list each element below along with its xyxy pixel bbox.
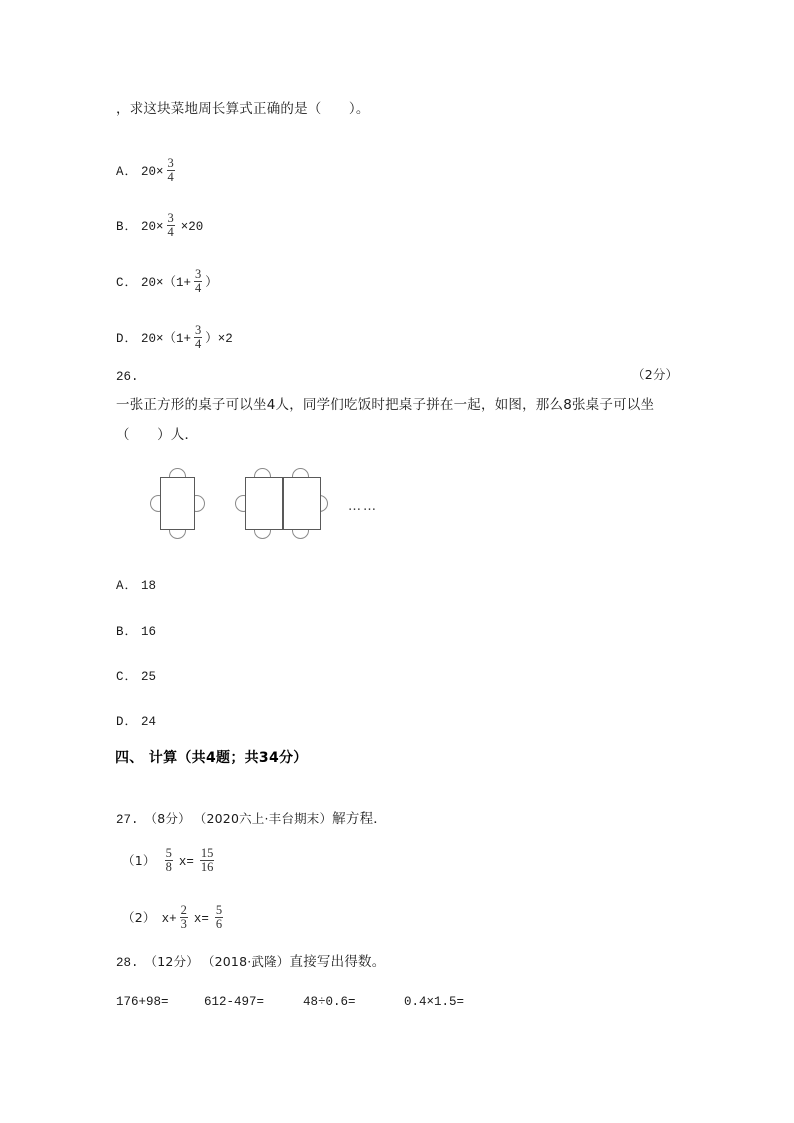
fraction: [194, 324, 202, 351]
section-four-heading: 四、 计算（共4题；共34分）: [115, 750, 308, 766]
fraction-denominator: 4: [195, 280, 202, 295]
question-27-item-1: [122, 846, 217, 882]
question-28-problem-4: 0.4×1.5=: [404, 995, 465, 1009]
option-label: D．: [116, 332, 139, 346]
option-label: A．: [116, 579, 139, 593]
fraction-numerator: 5: [215, 903, 223, 917]
fraction-numerator: 2: [180, 903, 187, 917]
question-26-stem-line-2: （ ）人．: [116, 427, 199, 443]
table-shape: [160, 477, 195, 530]
fraction-numerator: 3: [195, 267, 202, 281]
fraction: [180, 904, 188, 931]
fraction-numerator: 3: [195, 323, 202, 337]
question-28-problem-3: 48÷0.6=: [303, 995, 356, 1009]
fraction: [167, 157, 175, 184]
fraction-denominator: 3: [180, 916, 187, 931]
fraction-denominator: 8: [165, 859, 172, 874]
option-label: C．: [116, 276, 139, 290]
question-28-prompt: 直接写出得数。: [289, 954, 386, 970]
option-expression-pre: 20×（1+: [141, 276, 192, 290]
fraction: [194, 268, 202, 295]
question-25-option-d[interactable]: [116, 323, 233, 359]
question-26-figure: [150, 468, 390, 544]
question-26-stem-line-1: 一张正方形的桌子可以坐4人，同学们吃饭时把桌子拼在一起，如图，那么8张桌子可以坐: [116, 397, 655, 413]
fraction-numerator: 5: [165, 846, 172, 860]
option-expression-pre: 20×: [141, 165, 164, 179]
question-26-option-c[interactable]: [116, 666, 156, 684]
fraction: [165, 847, 173, 874]
option-label: B．: [116, 625, 139, 639]
option-text: 18: [141, 579, 157, 593]
option-expression-pre: 20×: [141, 220, 164, 234]
fraction: [167, 212, 175, 239]
question-28-header: [116, 950, 385, 970]
question-28-score: （12分）: [144, 954, 199, 969]
fraction-denominator: 4: [167, 224, 174, 239]
table-divider-line: [282, 477, 284, 530]
question-25-option-a[interactable]: [116, 156, 178, 192]
option-label: B．: [116, 220, 139, 234]
question-28-problem-2: 612-497=: [204, 995, 265, 1009]
question-26-option-a[interactable]: [116, 575, 156, 593]
fraction: [215, 904, 223, 931]
option-expression-post: ）×2: [205, 332, 233, 346]
option-text: 16: [141, 625, 157, 639]
figure-ellipsis: ……: [348, 499, 378, 514]
item-middle: x=: [178, 855, 194, 869]
question-25-stem: ，求这块菜地周长算式正确的是（ ）。: [116, 101, 370, 117]
fraction: [200, 847, 215, 874]
option-label: C．: [116, 670, 139, 684]
option-expression-pre: 20×（1+: [141, 332, 192, 346]
question-26-option-b[interactable]: [116, 621, 156, 639]
option-text: 24: [141, 715, 157, 729]
question-28-number: 28.: [116, 956, 139, 970]
question-27-prompt: 解方程．: [332, 811, 387, 827]
question-28-problem-1: 176+98=: [116, 995, 169, 1009]
option-expression-post: ×20: [180, 220, 204, 234]
item-label: （2）: [122, 910, 156, 925]
fraction-denominator: 16: [200, 859, 214, 874]
fraction-denominator: 4: [195, 336, 202, 351]
fraction-numerator: 3: [167, 156, 174, 170]
question-28-source: （2018·武隆）: [201, 954, 290, 969]
item-middle: x=: [193, 912, 209, 926]
question-27-score: （8分）: [144, 811, 191, 826]
item-prefix: x+: [161, 912, 177, 926]
question-27-source: （2020六上·丰台期末）: [193, 811, 333, 826]
fraction-numerator: 3: [167, 211, 174, 225]
question-26-score: （2分）: [632, 367, 679, 382]
question-25-option-b[interactable]: [116, 211, 204, 247]
fraction-numerator: 15: [200, 846, 214, 860]
question-26-number: 26.: [116, 370, 139, 384]
question-27-item-2: [122, 903, 226, 939]
question-27-number: 27.: [116, 813, 139, 827]
question-26-option-d[interactable]: [116, 711, 156, 729]
fraction-denominator: 4: [167, 169, 174, 184]
fraction-denominator: 6: [215, 916, 223, 931]
question-27-header: [116, 807, 387, 827]
item-label: （1）: [122, 853, 156, 868]
option-expression-post: ）: [205, 276, 218, 290]
option-label: D．: [116, 715, 139, 729]
option-text: 25: [141, 670, 157, 684]
option-label: A．: [116, 165, 139, 179]
question-25-option-c[interactable]: [116, 267, 218, 303]
